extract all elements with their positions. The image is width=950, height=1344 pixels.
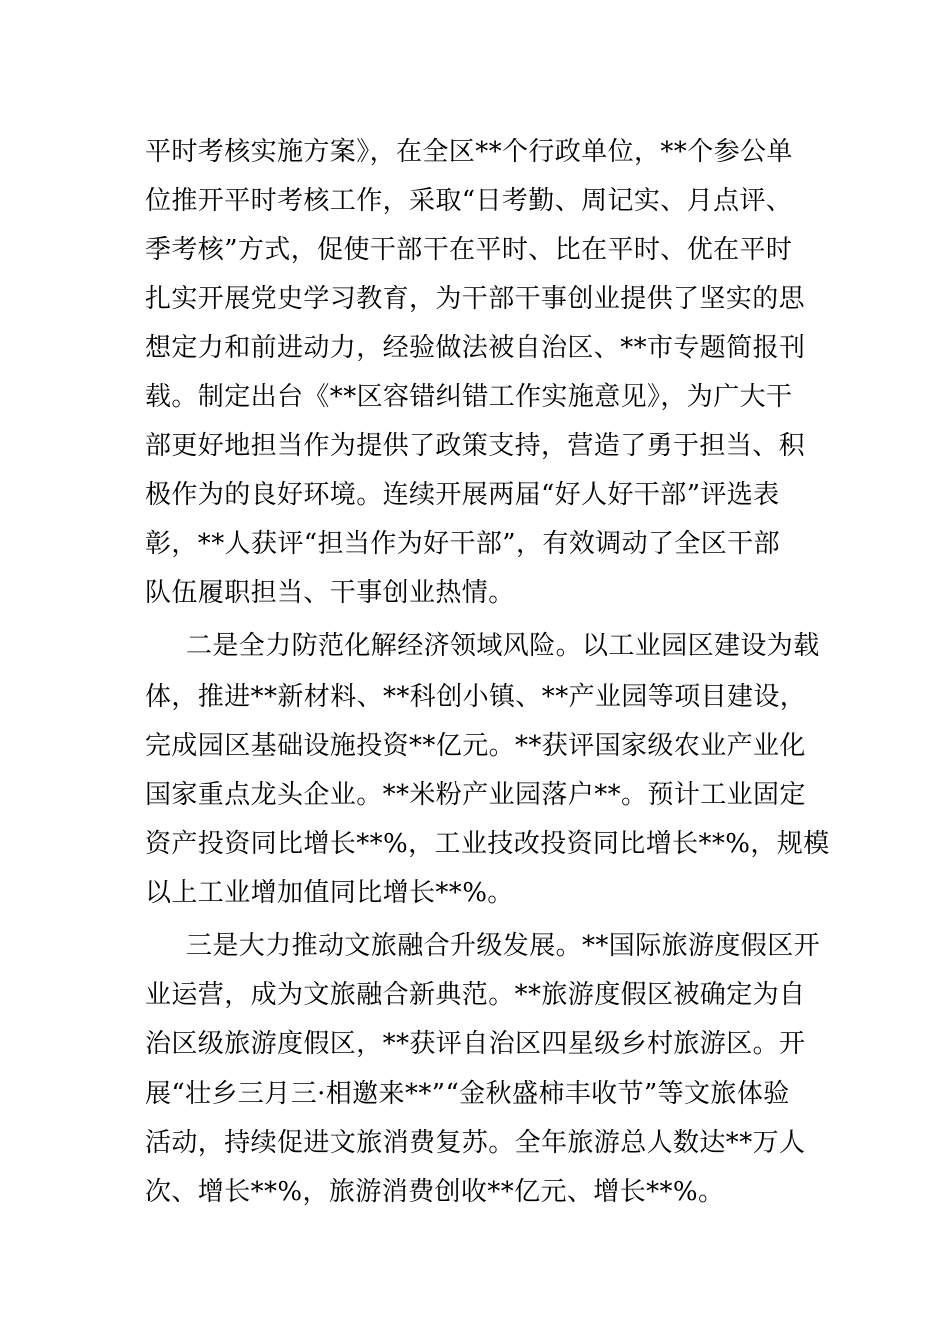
- text-line: 展“壮乡三月三·相邀来**”“金秋盛柿丰收节”等文旅体验: [145, 1079, 790, 1109]
- text-line: 完成园区基础设施投资**亿元。**获评国家级农业产业化: [145, 731, 806, 761]
- text-line: 资产投资同比增长**%，工业技改投资同比增长**%，规模: [145, 829, 830, 859]
- text-line: 部更好地担当作为提供了政策支持，营造了勇于担当、积: [145, 431, 806, 461]
- text-line: 以上工业增加值同比增长**%。: [145, 878, 514, 908]
- text-line: 平时考核实施方案》，在全区**个行政单位，**个参公单: [145, 137, 793, 167]
- paragraph-first-line: 三是大力推动文旅融合升级发展。**国际旅游度假区开: [186, 931, 821, 961]
- text-line: 极作为的良好环境。连续开展两届“好人好干部”评选表: [145, 480, 780, 510]
- text-line: 国家重点龙头企业。**米粉产业园落户**。预计工业固定: [145, 780, 806, 810]
- text-line: 业运营，成为文旅融合新典范。**旅游度假区被确定为自: [145, 980, 806, 1010]
- text-line: 季考核”方式，促使干部干在平时、比在平时、优在平时: [145, 235, 793, 265]
- text-line: 治区级旅游度假区，**获评自治区四星级乡村旅游区。开: [145, 1029, 806, 1059]
- text-line: 彰，**人获评“担当作为好干部”，有效调动了全区干部: [145, 529, 780, 559]
- text-line: 扎实开展党史学习教育，为干部干事创业提供了坚实的思: [145, 284, 806, 314]
- text-line: 队伍履职担当、干事创业热情。: [145, 578, 515, 608]
- paragraph-first-line: 二是全力防范化解经济领域风险。以工业园区建设为载: [186, 631, 820, 661]
- text-line: 位推开平时考核工作，采取“日考勤、周记实、月点评、: [145, 186, 793, 216]
- text-line: 想定力和前进动力，经验做法被自治区、**市专题简报刊: [145, 333, 806, 363]
- text-line: 体，推进**新材料、**科创小镇、**产业园等项目建设，: [145, 682, 807, 712]
- text-line: 载。制定出台《**区容错纠错工作实施意见》，为广大干: [145, 382, 793, 412]
- text-line: 活动，持续促进文旅消费复苏。全年旅游总人数达**万人: [145, 1128, 806, 1158]
- text-line: 次、增长**%，旅游消费创收**亿元、增长**%。: [145, 1177, 725, 1207]
